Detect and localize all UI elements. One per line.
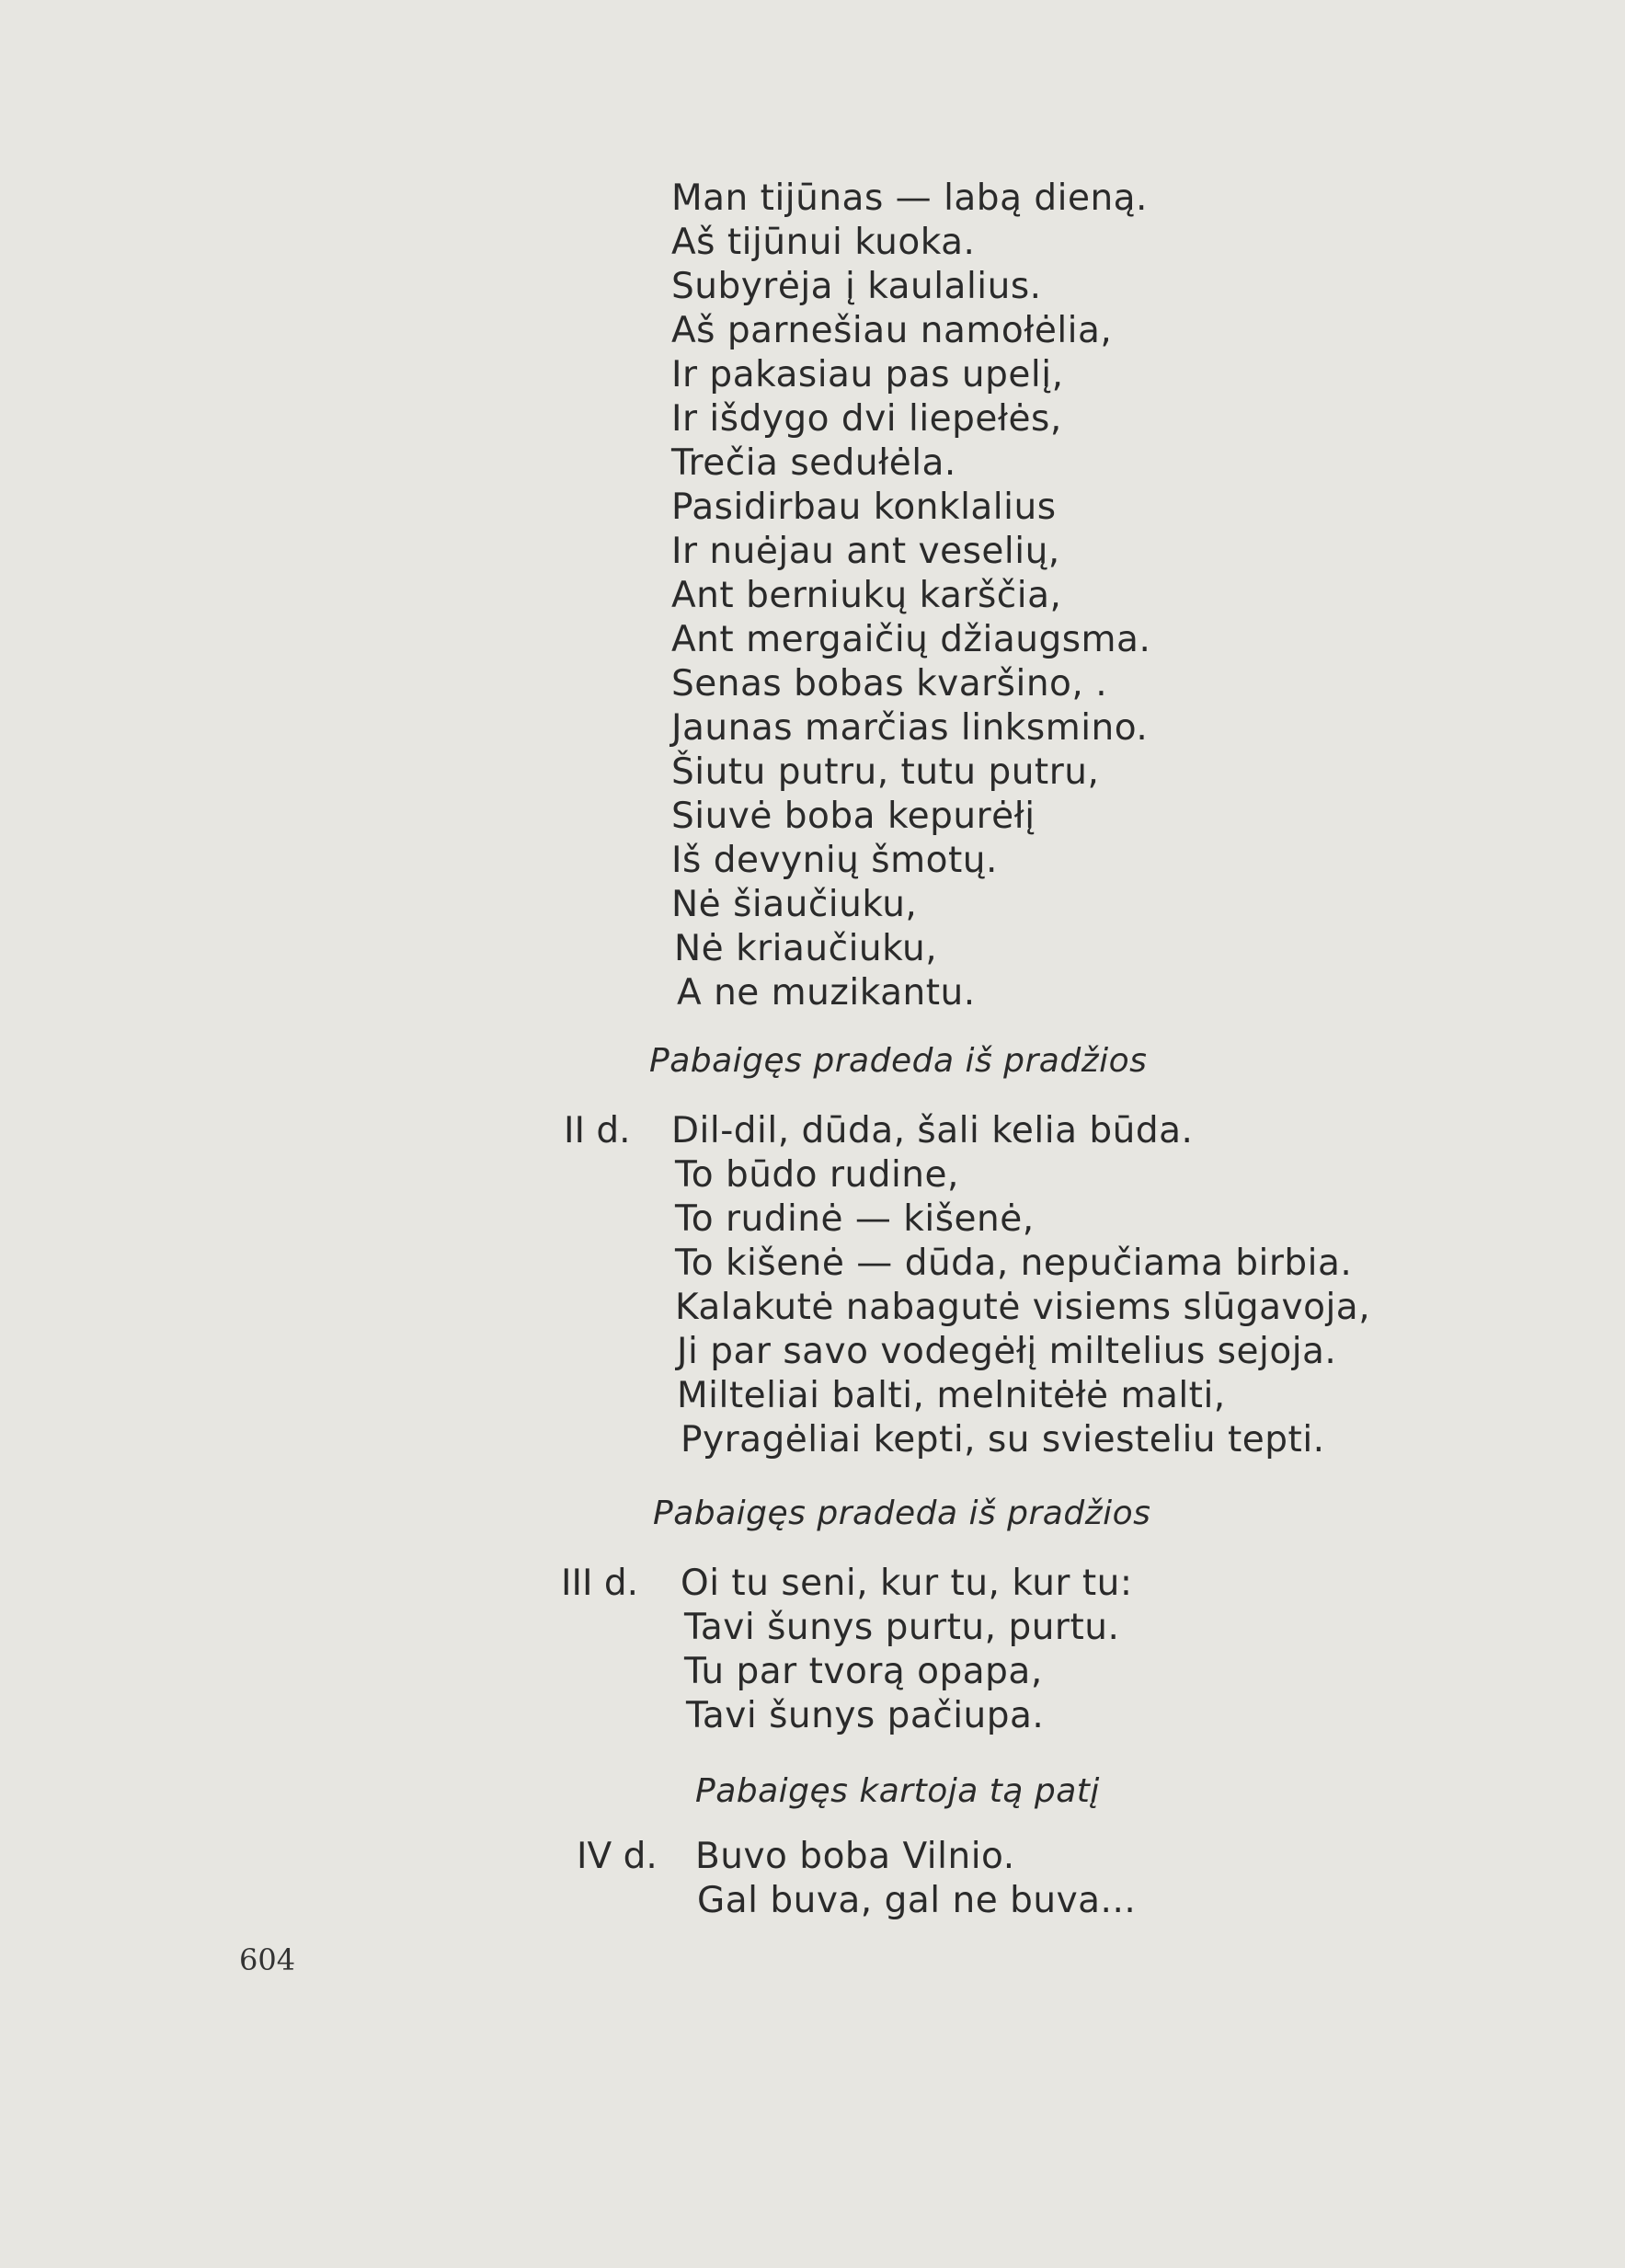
verse-line: Šiutu putru, tutu putru, — [671, 751, 1100, 793]
verse-line: Buvo boba Vilnio. — [695, 1836, 1015, 1877]
verse-line: Siuvė boba kepurėłį — [671, 796, 1036, 837]
rubric-repeat: Pabaigęs kartoja tą patį — [695, 1772, 1100, 1810]
verse-line: Aš tijūnui kuoka. — [671, 222, 976, 263]
verse-line: Pasidirbau konklalius — [671, 487, 1057, 528]
verse-line: Gal buva, gal ne buva... — [697, 1880, 1137, 1921]
page-number: 604 — [239, 1942, 296, 1977]
verse-line: Pyragėliai kepti, su sviesteliu tepti. — [681, 1419, 1325, 1460]
verse-line: To rudinė — kišenė, — [675, 1198, 1035, 1240]
verse-line: Trečia sedułėla. — [671, 442, 956, 484]
verse-line: Nė šiaučiuku, — [671, 884, 918, 925]
rubric-repeat: Pabaigęs pradeda iš pradžios — [649, 1042, 1148, 1080]
verse-line: Ant berniukų karščia, — [671, 575, 1062, 616]
verse-line: Ji par savo vodegėłį miltelius sejoja. — [677, 1331, 1337, 1372]
verse-line: Tu par tvorą opapa, — [684, 1651, 1043, 1692]
verse-line: Kalakutė nabagutė visiems slūgavoja, — [675, 1287, 1371, 1328]
verse-line: To kišenė — dūda, nepučiama birbia. — [675, 1243, 1353, 1284]
section-label: II d. — [564, 1110, 631, 1151]
section-label: IV d. — [577, 1836, 658, 1877]
verse-line: Senas bobas kvaršino, . — [671, 663, 1108, 704]
verse-line: Aš parnešiau namołėlia, — [671, 310, 1113, 351]
verse-line: Ir nuėjau ant veselių, — [671, 531, 1060, 572]
verse-line: Ant mergaičių džiaugsma. — [671, 619, 1151, 660]
verse-line: Tavi šunys pačiupa. — [686, 1695, 1045, 1736]
verse-line: Dil-dil, dūda, šali kelia būda. — [671, 1110, 1194, 1151]
verse-line: Oi tu seni, kur tu, kur tu: — [681, 1563, 1133, 1604]
verse-line: Jaunas marčias linksmino. — [671, 707, 1149, 749]
verse-line: Milteliai balti, melnitėłė malti, — [677, 1375, 1226, 1416]
verse-line: Man tijūnas — labą dieną. — [671, 178, 1148, 219]
verse-line: Iš devynių šmotų. — [671, 840, 998, 881]
verse-line: A ne muzikantu. — [677, 972, 976, 1014]
verse-line: To būdo rudine, — [675, 1154, 959, 1196]
verse-line: Ir išdygo dvi liepełės, — [671, 398, 1062, 440]
verse-line: Ir pakasiau pas upelį, — [671, 354, 1064, 395]
verse-line: Tavi šunys purtu, purtu. — [684, 1607, 1120, 1648]
verse-line: Subyrėja į kaulalius. — [671, 266, 1042, 307]
verse-line: Nė kriaučiuku, — [674, 928, 938, 969]
rubric-repeat: Pabaigęs pradeda iš pradžios — [653, 1495, 1151, 1532]
section-label: III d. — [561, 1563, 639, 1604]
